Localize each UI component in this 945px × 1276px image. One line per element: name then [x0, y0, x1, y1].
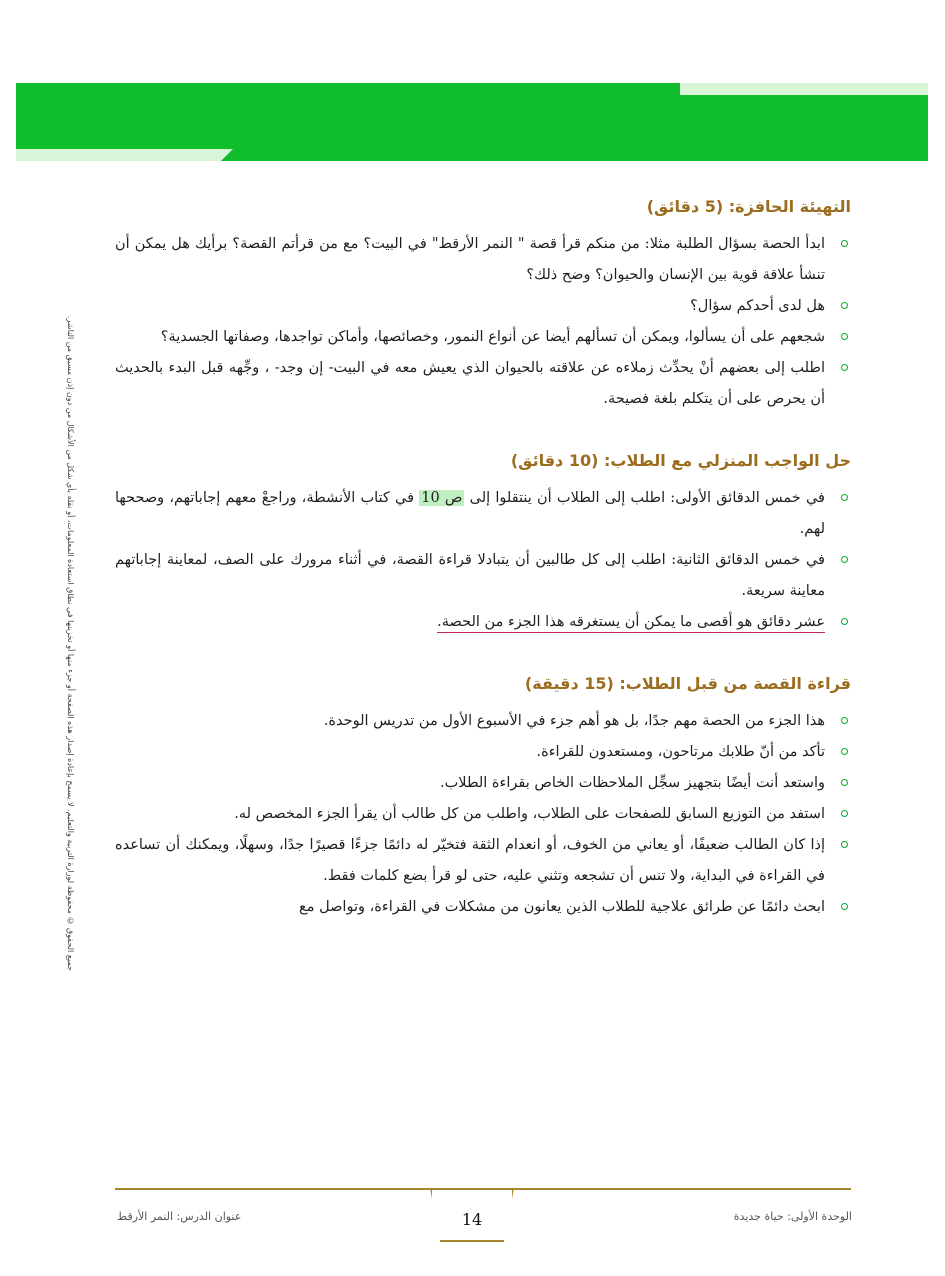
bullet-list [115, 483, 851, 638]
section-title: حل الواجب المنزلي مع الطلاب: (10 دقائق) [510, 451, 851, 470]
bullet-list [115, 229, 851, 415]
section-warmup [115, 195, 851, 415]
list-item [115, 892, 851, 923]
bullet-icon [841, 302, 848, 309]
bullet-icon [841, 618, 848, 625]
bullet-list [115, 706, 851, 923]
item-text-before: في خمس الدقائق الأولى: اطلب إلى الطلاب أن ينتقلوا إلى [464, 490, 825, 506]
item-text: واستعد أنت أيضًا بتجهيز سجِّل الملاحظات الخاص بقراءة الطلاب. [440, 775, 825, 791]
copyright-note: جميع الحقوق © محفوظة لوزارة التربية والتعليم. لا يسمح بإعادة إصدار هذه الصفحة أو جزء منها أو تخزينها في نطاق استعادة المعلومات، أو نقله بأي شكل من الأشكال من دون إذن مسبق من الناشر. [66, 315, 75, 971]
list-item [115, 706, 851, 737]
lesson-content [115, 195, 851, 957]
item-text: في خمس الدقائق الثانية: اطلب إلى كل طالبين أن يتبادلا قراءة القصة، في أثناء مرورك على الصف، لمعاينة إجاباتهم معاينة سريعة. [115, 552, 825, 599]
page-number: 14 [461, 1210, 483, 1229]
item-text: هل لدى أحدكم سؤال؟ [690, 298, 825, 314]
bullet-icon [841, 556, 848, 563]
page-reference-highlight: ص 10 [421, 490, 463, 506]
bullet-icon [841, 240, 848, 247]
bullet-icon [841, 494, 848, 501]
section-reading [115, 672, 851, 923]
header-banner-accent-bottom [16, 149, 221, 161]
list-item [115, 545, 851, 607]
item-text: ابدأ الحصة بسؤال الطلبة مثلا: من منكم قرأ قصة " النمر الأرقط" في البيت؟ مع من قرأتم القصة؟ برأيك هل يمكن أن تنشأ علاقة قوية بين الإنسان والحيوان؟ وضح ذلك؟ [115, 236, 825, 283]
bullet-icon [841, 748, 848, 755]
bullet-icon [841, 717, 848, 724]
list-item [115, 737, 851, 768]
list-item [115, 322, 851, 353]
item-text: هذا الجزء من الحصة مهم جدًا، بل هو أهم جزء في الأسبوع الأول من تدريس الوحدة. [323, 713, 825, 729]
list-item [115, 483, 851, 545]
bullet-icon [841, 364, 848, 371]
item-text: اطلب إلى بعضهم أنْ يحدِّث زملاءه عن علاقته بالحيوان الذي يعيش معه في البيت- إن وجد- ، وجِّهه قبل البدء بالحديث أن يحرص على أن يتكلم بلغة فصيحة. [115, 360, 825, 407]
bullet-icon [841, 779, 848, 786]
item-text: ابحث دائمًا عن طرائق علاجية للطلاب الذين يعانون من مشكلات في القراءة، وتواصل مع [299, 899, 825, 915]
footer-lesson-title: عنوان الدرس: النمر الأرقط [117, 1210, 242, 1223]
bullet-icon [841, 333, 848, 340]
section-homework [115, 449, 851, 638]
section-title: التهيئة الحافزة: (5 دقائق) [646, 197, 851, 216]
item-text: شجعهم على أن يسألوا، ويمكن أن تسألهم أيضا عن أنواع النمور، وخصائصها، وأماكن تواجدها، وصفاتها الجسدية؟ [160, 329, 825, 345]
list-item [115, 353, 851, 415]
item-text-after: في كتاب الأنشطة، وراجعْ معهم إجاباتهم، وصححها لهم. [115, 490, 825, 537]
item-text: إذا كان الطالب ضعيفًا، أو يعاني من الخوف، أو انعدام الثقة فتخيّر له دائمًا جزءًا قصيرًا جدًا، وسهلًا، ويمكنك أن تساعده في القراءة في البداية، ولا تنس أن تشجعه وتثني عليه، حتى لو قرأ بضع كلمات فقط. [115, 837, 825, 884]
bullet-icon [841, 810, 848, 817]
bullet-icon [841, 841, 848, 848]
list-item [115, 607, 851, 638]
footer-unit-title: الوحدة الأولى: حياة جديدة [733, 1210, 852, 1223]
bullet-icon [841, 903, 848, 910]
list-item [115, 229, 851, 291]
section-title: قراءة القصة من قبل الطلاب: (15 دقيقة) [524, 674, 851, 693]
list-item [115, 799, 851, 830]
item-text-underlined: عشر دقائق هو أقصى ما يمكن أن يستغرقه هذا الجزء من الحصة. [437, 614, 825, 633]
header-banner-accent-top [680, 83, 928, 95]
list-item [115, 768, 851, 799]
list-item [115, 291, 851, 322]
item-text: استفد من التوزيع السابق للصفحات على الطلاب، واطلب من كل طالب أن يقرأ الجزء المخصص له. [234, 806, 825, 822]
list-item [115, 830, 851, 892]
item-text: تأكد من أنّ طلابك مرتاحون، ومستعدون للقراءة. [536, 744, 825, 760]
